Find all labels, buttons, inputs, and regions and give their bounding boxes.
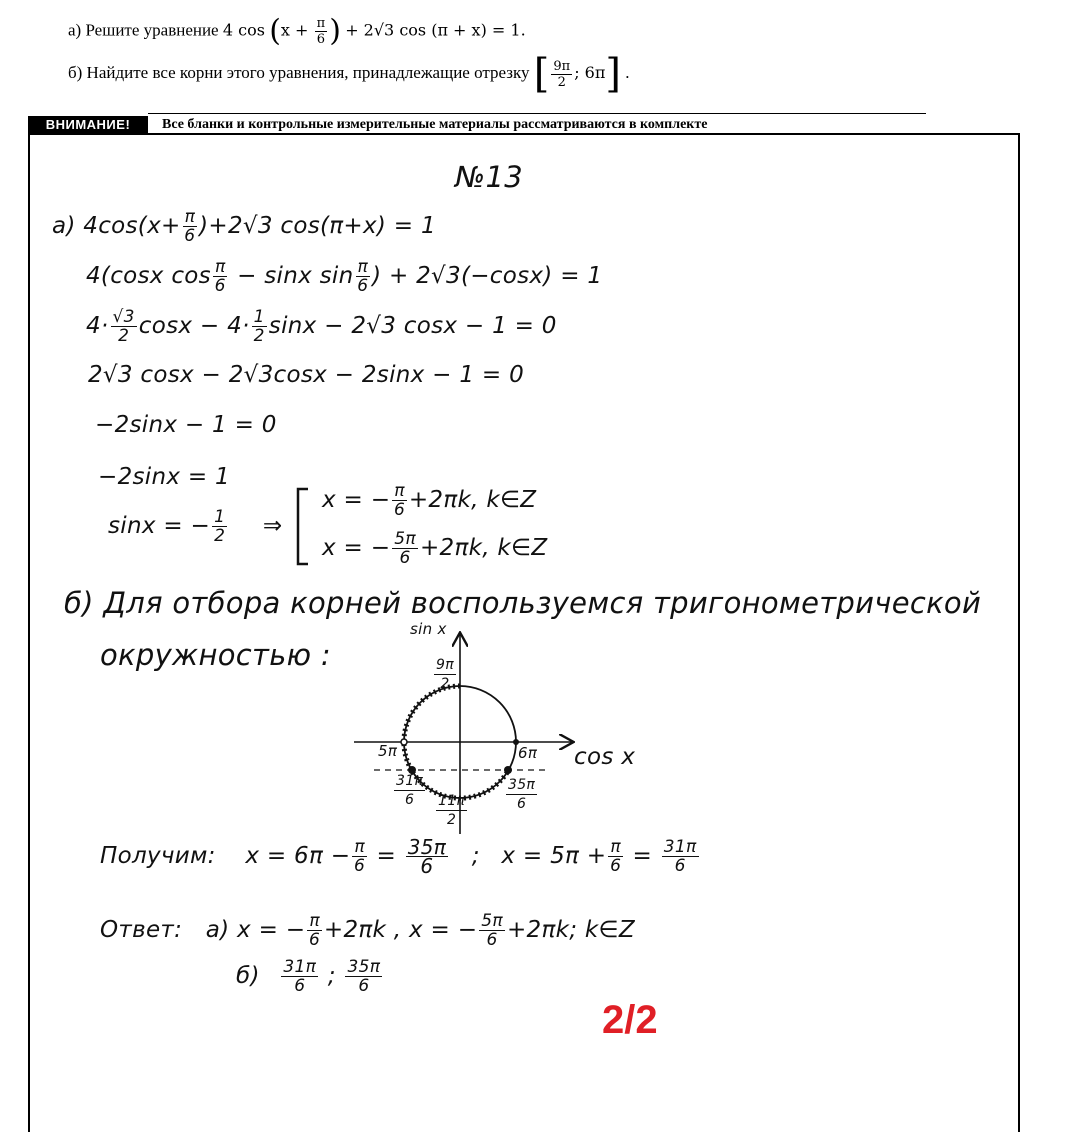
task-fraction-9pi-2: $\frac{9\pi}{2}$: [553, 58, 571, 90]
task-part-a-label: а) Решите уравнение: [68, 20, 219, 40]
solution-line-7: sinx = − $\frac{1}{2}$ ⇒: [108, 507, 283, 546]
task-eq-part2: + 2√3 cos (π + x) = 1.: [345, 20, 526, 40]
trig-circle-diagram: [340, 620, 640, 840]
answer-line-a: Ответ: а) x = − $\frac{\pi}{6}$ +2πk , x = − $\frac{5\pi}{6}$ +2πk; k∈Z: [100, 911, 635, 950]
part-b-heading: б) Для отбора корней воспользуемся тригонометрической: [64, 586, 982, 620]
label-35pi-6: $\frac{35\pi}{6}$: [508, 777, 536, 812]
solution-line-1: а) 4cos(x+ $\frac{\pi}{6}$ )+2√3 cos(π+x) = 1: [52, 207, 436, 246]
problem-number: №13: [455, 160, 523, 194]
label-6pi: 6π: [518, 744, 538, 762]
result-line: Получим: x = 6π − $\frac{\pi}{6}$ = $\frac{35\pi}{6}$ ; x = 5π + $\frac{\pi}{6}$ = $\frac{31\pi}{6}$: [100, 835, 697, 878]
label-9pi-2: $\frac{9\pi}{2}$: [436, 657, 454, 692]
warning-badge: ВНИМАНИЕ!: [28, 116, 148, 133]
solution-case-1: x = − $\frac{\pi}{6}$ +2πk, k∈Z: [322, 481, 537, 520]
solution-line-6: −2sinx = 1: [98, 464, 230, 490]
system-bracket: [292, 486, 312, 568]
task-fraction-pi-6: $\frac{\pi}{6}$: [316, 16, 326, 47]
task-interval-end: ; 6π: [574, 62, 606, 82]
axis-label-cos: cos x: [574, 744, 636, 770]
root-point-right: [504, 766, 512, 774]
score-mark: 2/2: [602, 998, 658, 1042]
solution-case-2: x = − $\frac{5\pi}{6}$ +2πk, k∈Z: [322, 529, 548, 568]
task-part-b-label: б) Найдите все корни этого уравнения, принадлежащие отрезку: [68, 62, 530, 82]
task-eq-part1: 4 cos: [222, 20, 265, 40]
axis-label-sin: sin x: [410, 620, 447, 638]
point-5pi: [401, 739, 407, 745]
label-31pi-6: $\frac{31\pi}{6}$: [396, 773, 424, 808]
label-5pi: 5π: [378, 742, 398, 760]
task-eq-x: x +: [280, 20, 309, 40]
label-11pi-2: $\frac{11\pi}{2}$: [438, 793, 466, 828]
solution-line-3: 4· $\frac{√3}{2}$ cosx − 4· $\frac{1}{2}$ sinx − 2√3 cosx − 1 = 0: [86, 307, 557, 346]
task-period: .: [625, 62, 630, 82]
solution-line-4: 2√3 cosx − 2√3cosx − 2sinx − 1 = 0: [88, 362, 525, 388]
solution-line-5: −2sinx − 1 = 0: [95, 412, 277, 438]
part-b-heading-cont: окружностью :: [100, 638, 331, 672]
answer-line-b: б) $\frac{31\pi}{6}$ ; $\frac{35\pi}{6}$: [236, 957, 381, 996]
warning-text: Все бланки и контрольные измерительные материалы рассматриваются в комплекте: [162, 117, 708, 132]
task-part-b: б) Найдите все корни этого уравнения, принадлежащие отрезку [ $\frac{9\pi}{2}$ ; 6π] .: [68, 51, 630, 97]
task-part-a: а) Решите уравнение 4 cos (x + $\frac{\pi}{6}$ ) + 2√3 cos (π + x) = 1.: [68, 13, 526, 49]
top-rule: [148, 113, 926, 114]
solution-line-2: 4(cosx cos $\frac{\pi}{6}$ − sinx sin $\frac{\pi}{6}$ ) + 2√3(−cosx) = 1: [86, 257, 603, 296]
